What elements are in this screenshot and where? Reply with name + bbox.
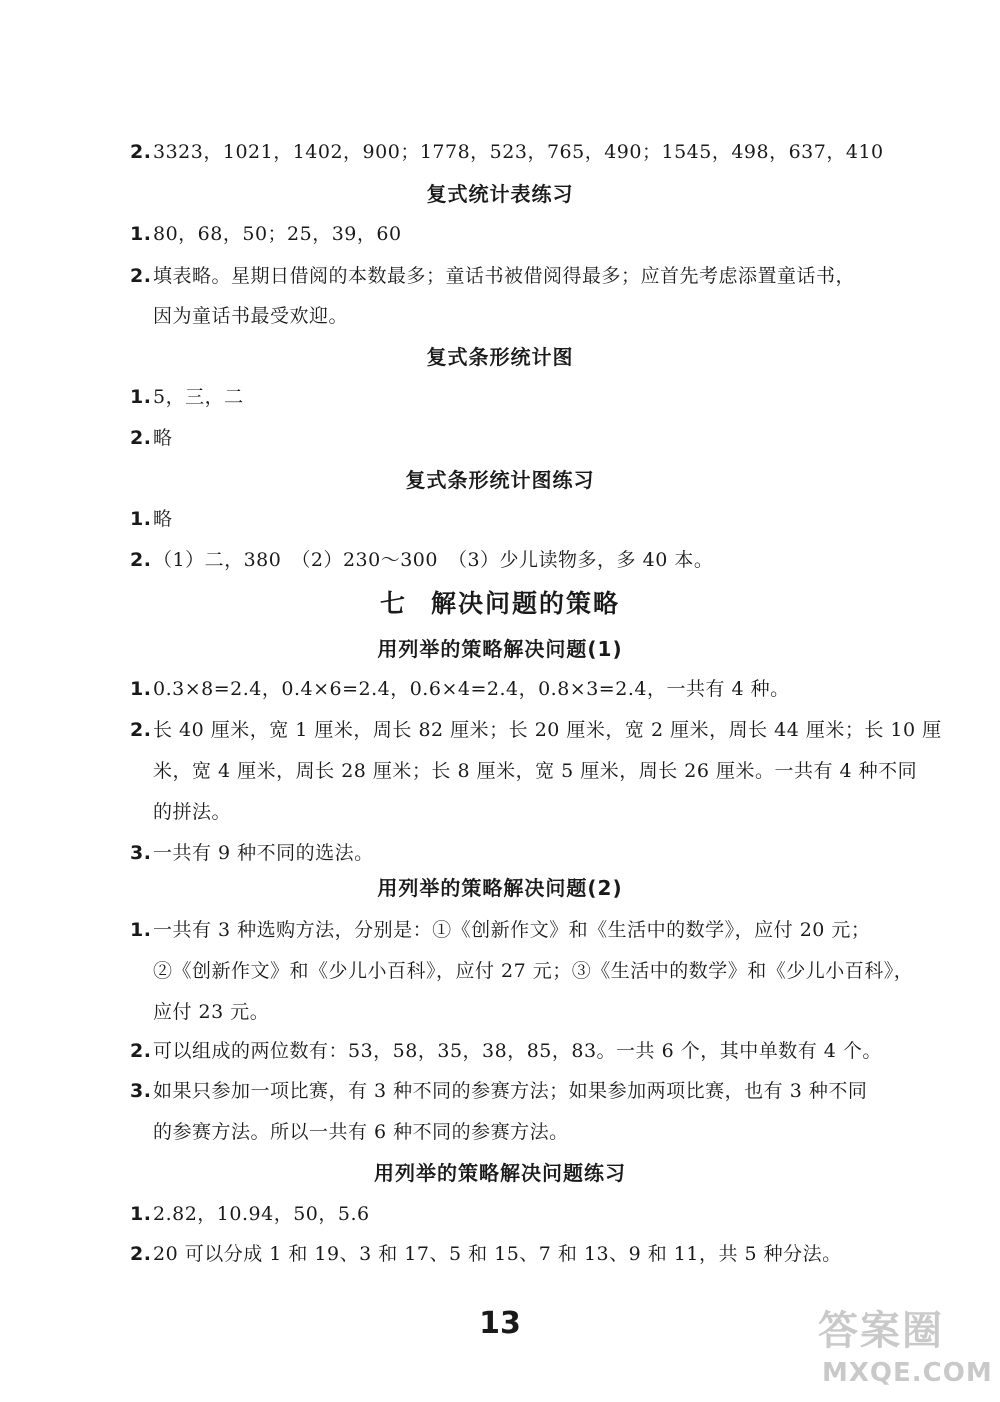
answer-line (130, 385, 244, 409)
answer-continuation: 的拼法。 (153, 801, 232, 823)
answer-line (130, 140, 884, 164)
item-number: 3. (130, 842, 152, 864)
answer-line (130, 507, 173, 531)
answer-line (130, 1079, 867, 1103)
answer-text: 略 (153, 508, 173, 530)
item-number: 1. (130, 678, 152, 700)
item-number: 1. (130, 223, 152, 245)
item-number: 1. (130, 1203, 152, 1225)
section-title: 复式统计表练习 (426, 182, 574, 206)
answer-line (130, 1202, 370, 1226)
answer-text: 20 可以分成 1 和 19、3 和 17、5 和 15、7 和 13、9 和 11，共 5 种分法。 (153, 1243, 842, 1265)
chapter-number: 七 (379, 589, 407, 618)
section-title: 用列举的策略解决问题(1) (377, 637, 623, 661)
item-number: 2. (130, 265, 152, 287)
section-title: 复式条形统计图 (426, 345, 574, 369)
chapter-name: 解决问题的策略 (431, 589, 621, 618)
item-number: 2. (130, 1040, 152, 1062)
watermark-logo (812, 1308, 992, 1394)
page-number: 13 (479, 1306, 521, 1341)
answer-text: 略 (153, 427, 173, 449)
section-title: 用列举的策略解决问题练习 (374, 1161, 626, 1185)
item-number: 1. (130, 508, 152, 530)
answer-line (130, 918, 870, 942)
answer-line (130, 264, 855, 288)
item-number: 1. (130, 386, 152, 408)
watermark-url: MXQE.COM (822, 1358, 993, 1388)
answer-line (130, 426, 173, 450)
answer-text: 长 40 厘米，宽 1 厘米，周长 82 厘米；长 20 厘米，宽 2 厘米，周长 44 厘米；长 10 厘 (153, 719, 942, 741)
item-number: 2. (130, 549, 152, 571)
section-title: 用列举的策略解决问题(2) (377, 876, 623, 900)
answer-line (130, 548, 713, 572)
answer-line (130, 718, 942, 742)
answer-continuation: 应付 23 元。 (153, 1001, 270, 1023)
item-number: 2. (130, 719, 152, 741)
item-number: 2. (130, 141, 152, 163)
answer-text: 80，68，50；25，39，60 (153, 223, 402, 245)
answer-line (130, 222, 402, 246)
answer-continuation: ②《创新作文》和《少儿小百科》，应付 27 元；③《生活中的数学》和《少儿小百科》， (153, 960, 914, 982)
answer-text: 填表略。星期日借阅的本数最多；童话书被借阅得最多；应首先考虑添置童话书， (153, 265, 856, 287)
answer-text: 3323，1021，1402，900；1778，523，765，490；1545，498，637，410 (153, 141, 884, 163)
answer-text: 5，三，二 (153, 386, 244, 408)
answer-continuation: 米，宽 4 厘米，周长 28 厘米；长 8 厘米，宽 5 厘米，周长 26 厘米。一共有 4 种不同 (153, 760, 918, 782)
section-title: 复式条形统计图练习 (405, 468, 595, 492)
item-number: 3. (130, 1080, 152, 1102)
item-number: 1. (130, 919, 152, 941)
answer-line (130, 1242, 842, 1266)
answer-text: 2.82，10.94，50，5.6 (153, 1203, 370, 1225)
answer-line (130, 841, 374, 865)
item-number: 2. (130, 1243, 152, 1265)
chapter-title (0, 588, 1000, 620)
answer-text: 可以组成的两位数有：53，58，35，38，85，83。一共 6 个，其中单数有 4 个。 (153, 1040, 882, 1062)
answer-text: 一共有 3 种选购方法，分别是：①《创新作文》和《生活中的数学》，应付 20 元； (153, 919, 871, 941)
answer-line (130, 1039, 882, 1063)
answer-continuation: 的参赛方法。所以一共有 6 种不同的参赛方法。 (153, 1121, 569, 1143)
item-number: 2. (130, 427, 152, 449)
answer-text: （1）二，380 （2）230～300 （3）少儿读物多，多 40 本。 (153, 549, 714, 571)
answer-continuation: 因为童话书最受欢迎。 (153, 305, 349, 327)
answer-text: 如果只参加一项比赛，有 3 种不同的参赛方法；如果参加两项比赛，也有 3 种不同 (153, 1080, 868, 1102)
answer-text: 0.3×8=2.4，0.4×6=2.4，0.6×4=2.4，0.8×3=2.4，一共有 4 种。 (153, 678, 790, 700)
answer-line (130, 677, 790, 701)
watermark-text: 答案圈 (818, 1308, 944, 1354)
answer-text: 一共有 9 种不同的选法。 (153, 842, 374, 864)
